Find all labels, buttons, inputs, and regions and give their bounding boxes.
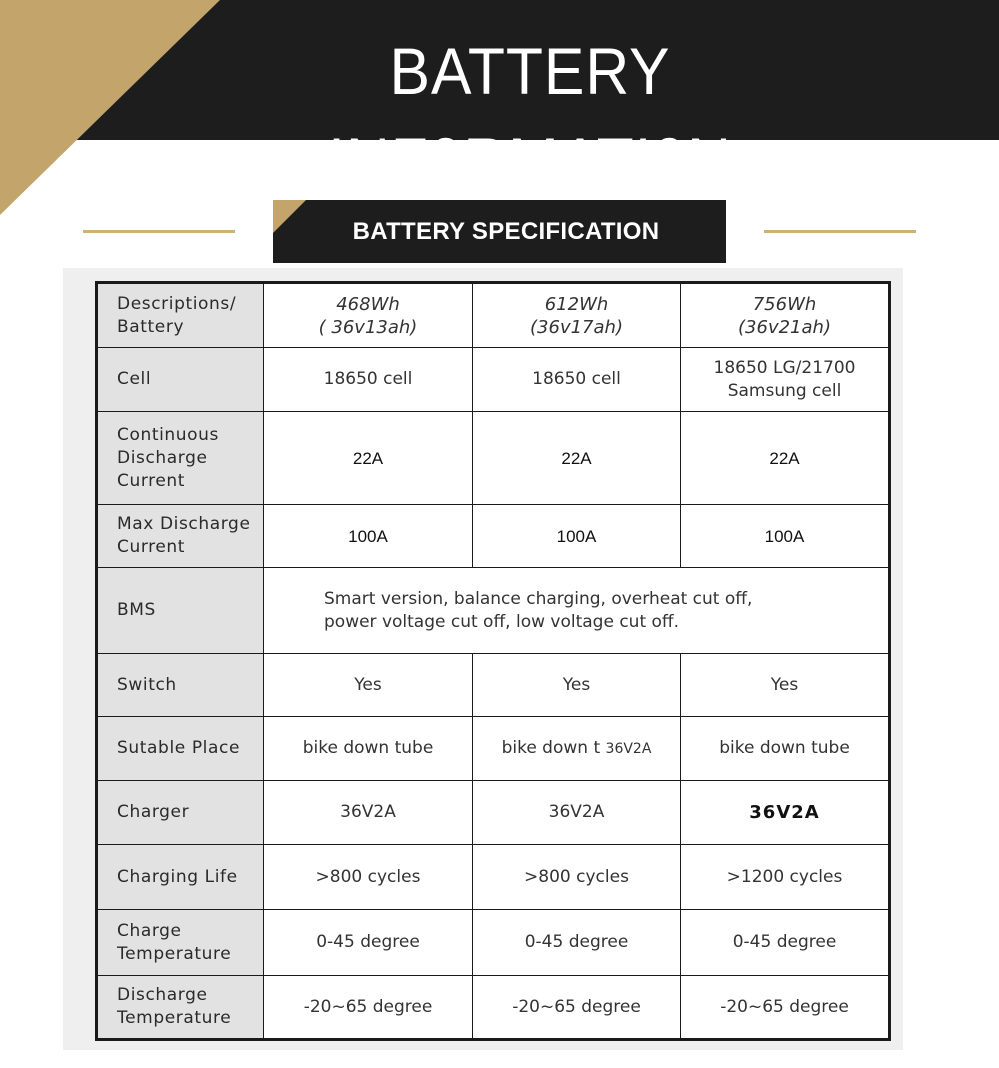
col-612wh: 612Wh (36v17ah) bbox=[473, 283, 681, 348]
cell-value: 36V2A bbox=[681, 781, 890, 845]
header-label: Descriptions/ Battery bbox=[97, 283, 264, 348]
table-row-header bbox=[97, 283, 890, 348]
cell-value: 0-45 degree bbox=[473, 910, 681, 976]
cell-text: bike down t bbox=[501, 737, 601, 758]
spec-table bbox=[95, 281, 891, 1041]
cell-value: Yes bbox=[681, 654, 890, 717]
table-row-cell bbox=[97, 348, 890, 412]
table-row-max-discharge bbox=[97, 505, 890, 568]
cell-value: 100A bbox=[473, 505, 681, 568]
page-title: BATTERY INF0RMATI0N bbox=[328, 34, 732, 198]
row-label: Charge Temperature bbox=[97, 910, 264, 976]
row-label: Continuous Discharge Current bbox=[97, 412, 264, 505]
cell-value: -20~65 degree bbox=[473, 976, 681, 1040]
table-row-discharge-temperature bbox=[97, 976, 890, 1040]
table-row-charger bbox=[97, 781, 890, 845]
cell-value: 18650 cell bbox=[473, 348, 681, 412]
table-row-charging-life bbox=[97, 845, 890, 910]
row-label: Charger bbox=[97, 781, 264, 845]
cell-value: Yes bbox=[264, 654, 473, 717]
cell-value: >800 cycles bbox=[473, 845, 681, 910]
cell-value: >1200 cycles bbox=[681, 845, 890, 910]
cell-value: 36V2A bbox=[264, 781, 473, 845]
row-label: Switch bbox=[97, 654, 264, 717]
cell-value: 36V2A bbox=[473, 781, 681, 845]
row-label: Sutable Place bbox=[97, 717, 264, 781]
overlay-text: 36V2A bbox=[605, 740, 652, 757]
left-divider bbox=[83, 230, 235, 233]
cell-value: -20~65 degree bbox=[681, 976, 890, 1040]
cell-value: 22A bbox=[473, 412, 681, 505]
cell-value: 100A bbox=[264, 505, 473, 568]
col-468wh: 468Wh ( 36v13ah) bbox=[264, 283, 473, 348]
row-label: BMS bbox=[97, 568, 264, 654]
gold-corner-decoration bbox=[0, 0, 220, 220]
row-label: Charging Life bbox=[97, 845, 264, 910]
col-756wh: 756Wh (36v21ah) bbox=[681, 283, 890, 348]
table-row-bms bbox=[97, 568, 890, 654]
right-divider bbox=[764, 230, 916, 233]
cell-value: -20~65 degree bbox=[264, 976, 473, 1040]
cell-value: 100A bbox=[681, 505, 890, 568]
cell-value: 18650 cell bbox=[264, 348, 473, 412]
cell-value: Smart version, balance charging, overheat cut off, power voltage cut off, low voltage cut off. bbox=[264, 568, 890, 654]
row-label: Max Discharge Current bbox=[97, 505, 264, 568]
table-row-continuous-discharge bbox=[97, 412, 890, 505]
cell-value: 0-45 degree bbox=[681, 910, 890, 976]
cell-value: >800 cycles bbox=[264, 845, 473, 910]
table-row-charge-temperature bbox=[97, 910, 890, 976]
cell-value bbox=[473, 717, 681, 781]
cell-value: Yes bbox=[473, 654, 681, 717]
section-title: BATTERY SPECIFICATION bbox=[352, 218, 660, 245]
cell-value: 18650 LG/21700 Samsung cell bbox=[681, 348, 890, 412]
cell-value: 22A bbox=[681, 412, 890, 505]
row-label: Cell bbox=[97, 348, 264, 412]
row-label: Discharge Temperature bbox=[97, 976, 264, 1040]
cell-value: 0-45 degree bbox=[264, 910, 473, 976]
cell-value: bike down tube bbox=[681, 717, 890, 781]
cell-value: 22A bbox=[264, 412, 473, 505]
cell-value: bike down tube bbox=[264, 717, 473, 781]
table-row-switch bbox=[97, 654, 890, 717]
table-row-suitable-place bbox=[97, 717, 890, 781]
